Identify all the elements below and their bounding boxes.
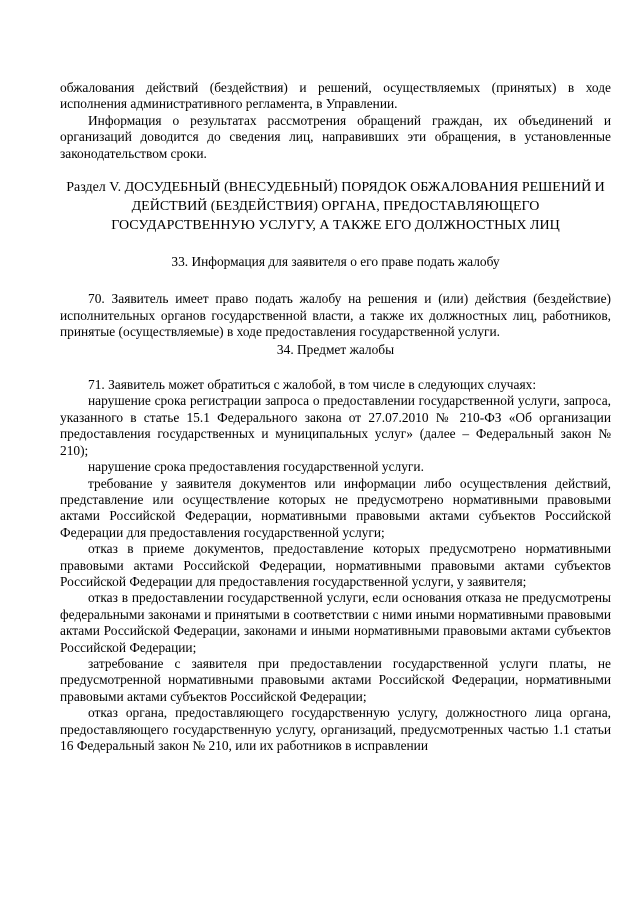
- case-item-2: нарушение срока предоставления государственной услуги.: [88, 459, 424, 475]
- intro-paragraph-1: обжалования действий (бездействия) и решений, осуществляемых (принятых) в ходе исполнения административного регламента, в Управлении.: [60, 80, 611, 112]
- intro-paragraph-2: Информация о результатах рассмотрения обращений граждан, их объединений и организаций доводится до сведения лиц, направивших эти обращения, в установленные законодательством сроки.: [60, 112, 611, 161]
- case-item-7: отказ органа, предоставляющего государственную услугу, должностного лица органа, предоставляющего государственную услугу, организаций, предусмотренных частью 1.1 статьи 16 Федеральный закон № 210, или их работников в исправлении: [60, 705, 611, 753]
- case-item-3: требование у заявителя документов или информации либо осуществления действий, представление или осуществление которых не предусмотрено нормативными правовыми актами Российской Федерации, нормативными правовыми актами субъектов Российской Федерации для предоставления государственной услуги;: [60, 475, 611, 540]
- case-item-4: отказ в приеме документов, предоставление которых предусмотрено нормативными правовыми актами Российской Федерации, нормативными правовыми актами субъектов Российской Федерации для предоставления государственной услуги, у заявителя;: [60, 541, 611, 589]
- document-body: [60, 80, 611, 754]
- case-item-6: затребование с заявителя при предоставлении государственной услуги платы, не предусмотренной нормативными правовыми актами Российской Федерации, нормативными правовыми актами субъектов Российской Федерации;: [60, 655, 611, 704]
- subheading-33: 33. Информация для заявителя о его праве подать жалобу: [171, 254, 500, 270]
- case-item-1: нарушение срока регистрации запроса о предоставлении государственной услуги, запроса, указанного в статье 15.1 Федерального закона от 27.07.2010 № 210-ФЗ «Об организации предоставления государственных и муниципальных услуг» (далее – Федеральный закон № 210);: [60, 393, 611, 458]
- case-item-5: отказ в предоставлении государственной услуги, если основания отказа не предусмотрены федеральными законами и принятыми в соответствии с ними иными нормативными правовыми актами Российской Федерации, законами и иными нормативными правовыми актами субъектов Российской Федерации;: [60, 590, 611, 655]
- paragraph-71: 71. Заявитель может обратиться с жалобой, в том числе в следующих случаях:: [88, 377, 537, 393]
- paragraph-70: 70. Заявитель имеет право подать жалобу на решения и (или) действия (бездействие) исполнительных органов государственной власти, а также их должностных лиц, работников, принятые (осуществляемые) в ходе предоставления государственной услуги.: [60, 291, 611, 340]
- section-heading: Раздел V. ДОСУДЕБНЫЙ (ВНЕСУДЕБНЫЙ) ПОРЯДОК ОБЖАЛОВАНИЯ РЕШЕНИЙ И ДЕЙСТВИЙ (БЕЗДЕЙСТВИЯ) ОРГАНА, ПРЕДОСТАВЛЯЮЩЕГО ГОСУДАРСТВЕННУЮ УСЛУГУ, А ТАКЖЕ ЕГО ДОЛЖНОСТНЫХ ЛИЦ: [66, 180, 605, 234]
- subheading-34: 34. Предмет жалобы: [276, 341, 395, 357]
